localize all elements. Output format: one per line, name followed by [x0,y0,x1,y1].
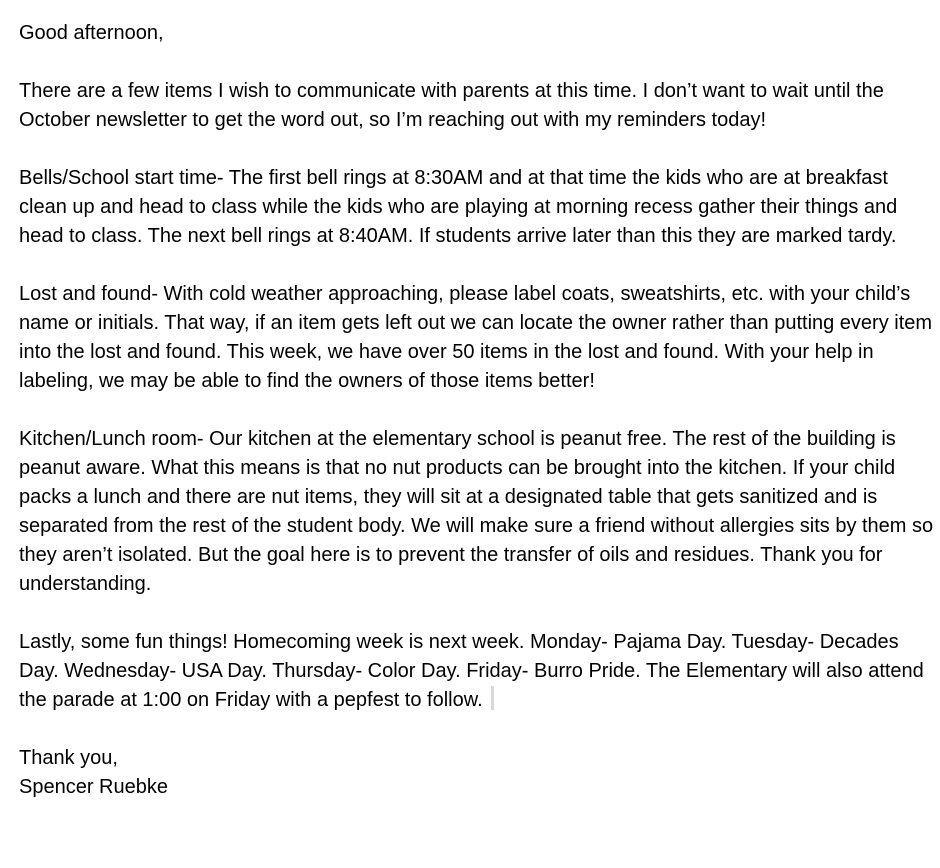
fun-things-paragraph [19,628,937,715]
signature-name: Spencer Ruebke [19,776,168,798]
lost-and-found-paragraph: Lost and found- With cold weather approaching, please label coats, sweatshirts, etc. with your child’s name or initials. That way, if an item gets left out we can locate the owner rather than putting every item into the lost and found. This week, we have over 50 items in the lost and found. With your help in labeling, we may be able to find the owners of those items better! [19,283,933,392]
text-cursor [491,686,494,710]
letter-body[interactable] [19,19,937,802]
greeting: Good afternoon, [19,22,164,44]
signature-block [19,744,937,802]
fun-things-text: Lastly, some fun things! Homecoming week is next week. Monday- Pajama Day. Tuesday- Decades Day. Wednesday- USA Day. Thursday- Color Day. Friday- Burro Pride. The Elementary will also attend the parade at 1:00 on Friday with a pepfest to follow. [19,631,924,711]
bells-paragraph: Bells/School start time- The first bell rings at 8:30AM and at that time the kids who are at breakfast clean up and head to class while the kids who are playing at morning recess gather their things and head to class. The next bell rings at 8:40AM. If students arrive later than this they are marked tardy. [19,167,898,247]
intro-paragraph: There are a few items I wish to communicate with parents at this time. I don’t want to wait until the October newsletter to get the word out, so I’m reaching out with my reminders today! [19,80,884,131]
kitchen-paragraph: Kitchen/Lunch room- Our kitchen at the elementary school is peanut free. The rest of the building is peanut aware. What this means is that no nut products can be brought into the kitchen. If your child packs a lunch and there are nut items, they will sit at a designated table that gets sanitized and is separated from the rest of the student body. We will make sure a friend without allergies sits by them so they aren’t isolated. But the goal here is to prevent the transfer of oils and residues. Thank you for understanding. [19,428,934,595]
closing: Thank you, [19,747,118,769]
